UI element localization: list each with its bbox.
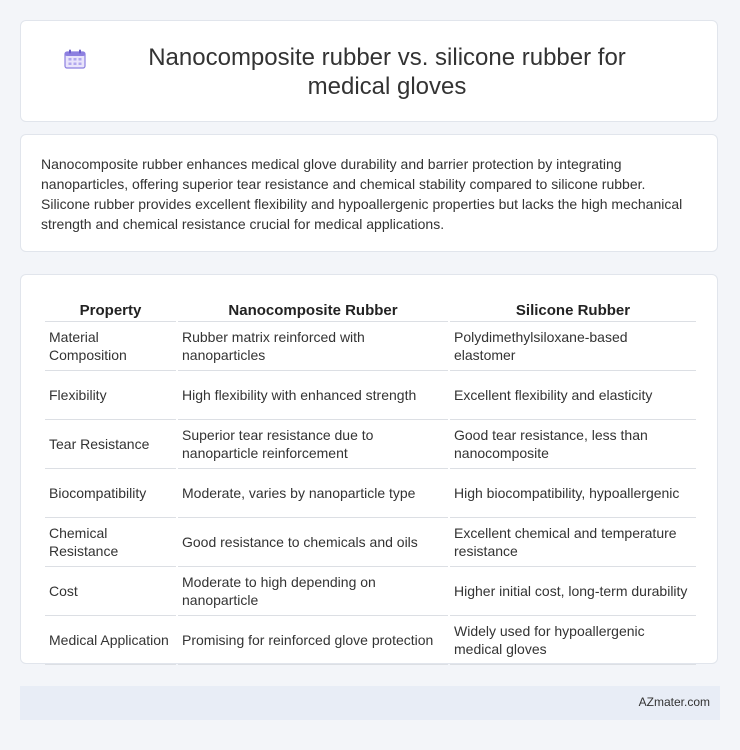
intro-paragraph: Nanocomposite rubber enhances medical glove durability and barrier protection by integrating nanoparticles, offering superior tear resistance and chemical stability compared to silicone rubber. Silicone rubber provides excellent flexibility and hypoallergenic properties but lacks the high mechanical strength and chemical resistance crucial for medical applications. (41, 156, 683, 232)
table-row (45, 371, 696, 420)
silicone-cell: Good tear resistance, less than nanocomposite (450, 420, 696, 469)
silicone-cell: Excellent chemical and temperature resistance (450, 518, 696, 567)
nanocomposite-cell: Rubber matrix reinforced with nanoparticles (178, 322, 448, 371)
title-card (20, 20, 718, 122)
comparison-table (43, 295, 698, 665)
column-header-silicone: Silicone Rubber (450, 295, 696, 322)
comparison-table-card (20, 274, 718, 664)
property-cell: Biocompatibility (45, 469, 176, 518)
nanocomposite-cell: Good resistance to chemicals and oils (178, 518, 448, 567)
table-row (45, 518, 696, 567)
column-header-property: Property (45, 295, 176, 322)
silicone-cell: Widely used for hypoallergenic medical gloves (450, 616, 696, 665)
page-title: Nanocomposite rubber vs. silicone rubber for medical gloves (148, 44, 626, 100)
table-row (45, 469, 696, 518)
silicone-cell: High biocompatibility, hypoallergenic (450, 469, 696, 518)
property-cell: Material Composition (45, 322, 176, 371)
silicone-cell: Excellent flexibility and elasticity (450, 371, 696, 420)
nanocomposite-cell: Moderate, varies by nanoparticle type (178, 469, 448, 518)
table-row (45, 616, 696, 665)
property-cell: Chemical Resistance (45, 518, 176, 567)
nanocomposite-cell: High flexibility with enhanced strength (178, 371, 448, 420)
nanocomposite-cell: Moderate to high depending on nanoparticle (178, 567, 448, 616)
property-cell: Tear Resistance (45, 420, 176, 469)
table-row (45, 567, 696, 616)
property-cell: Cost (45, 567, 176, 616)
silicone-cell: Higher initial cost, long-term durability (450, 567, 696, 616)
table-header-row (45, 295, 696, 322)
table-row (45, 322, 696, 371)
silicone-cell: Polydimethylsiloxane-based elastomer (450, 322, 696, 371)
intro-card (20, 134, 718, 252)
nanocomposite-cell: Superior tear resistance due to nanoparticle reinforcement (178, 420, 448, 469)
title-wrap (21, 43, 717, 101)
table-row (45, 420, 696, 469)
property-cell: Flexibility (45, 371, 176, 420)
nanocomposite-cell: Promising for reinforced glove protection (178, 616, 448, 665)
property-cell: Medical Application (45, 616, 176, 665)
column-header-nanocomposite: Nanocomposite Rubber (178, 295, 448, 322)
footer-bar (20, 686, 720, 720)
footer-brand[interactable]: AZmater.com (638, 695, 710, 709)
